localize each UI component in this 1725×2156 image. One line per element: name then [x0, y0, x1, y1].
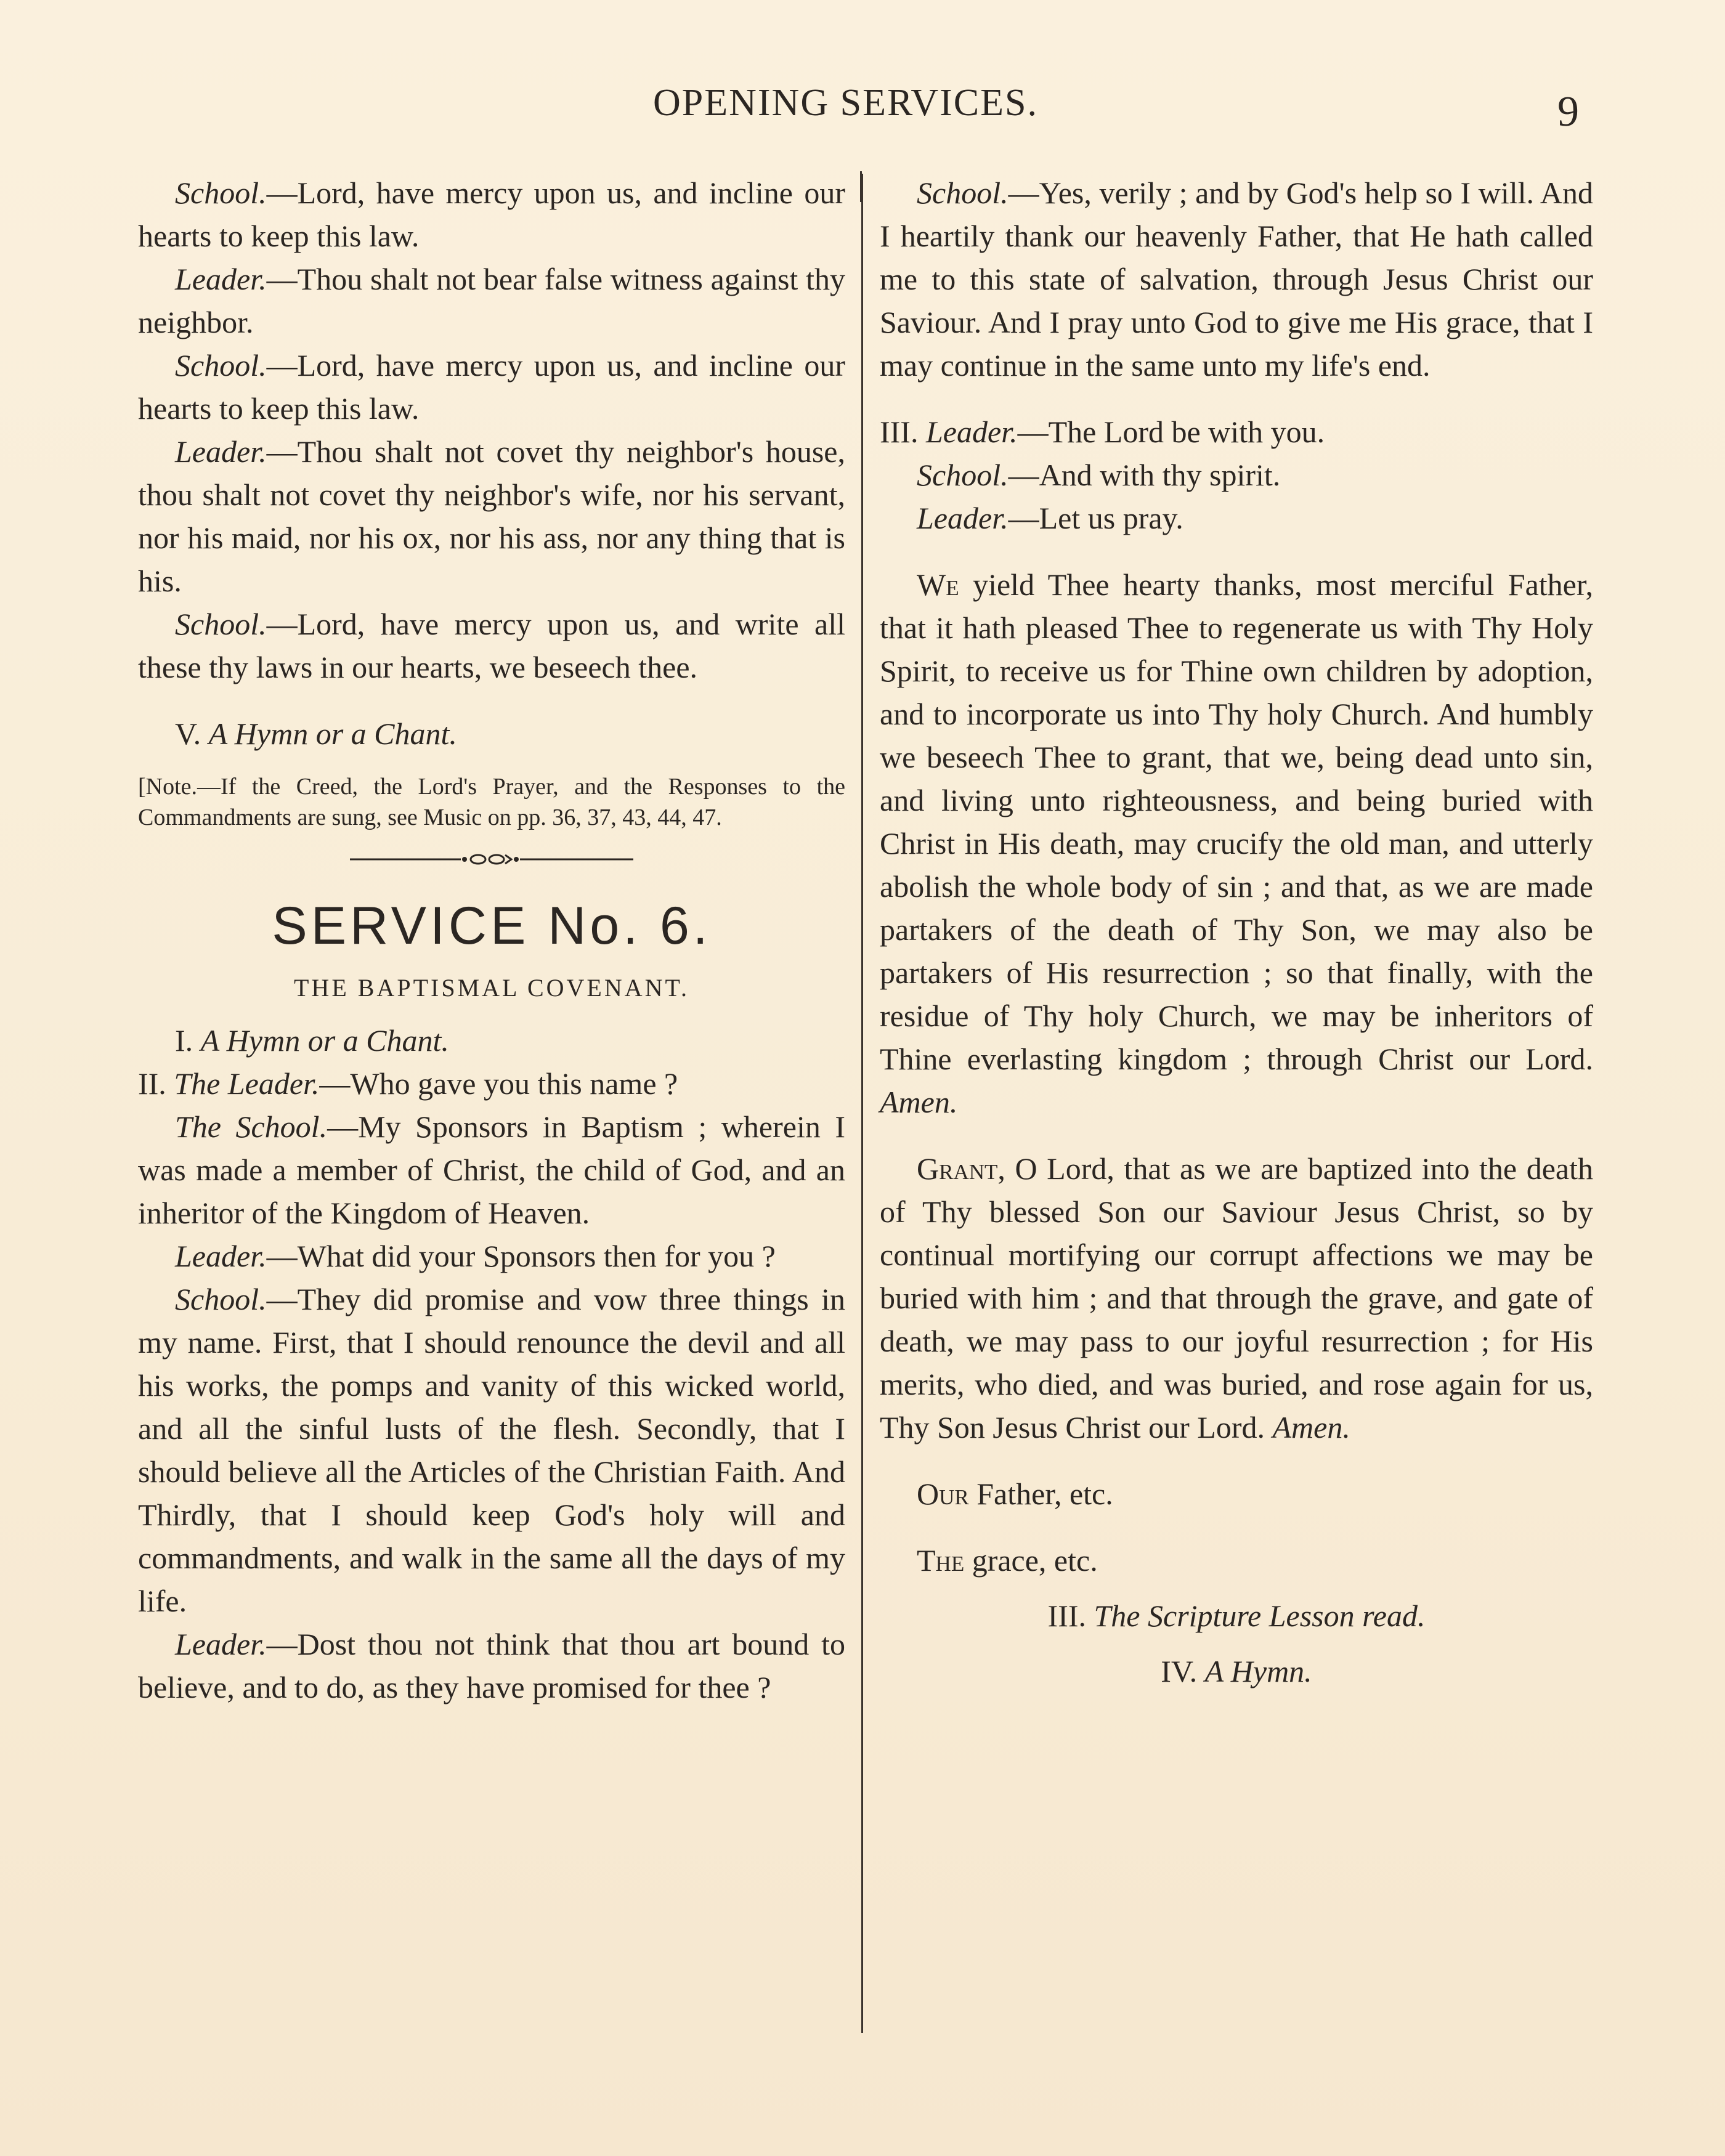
speaker-label: School. — [917, 458, 1009, 492]
speaker-label: School. — [175, 607, 267, 641]
speaker-label: School. — [917, 176, 1009, 210]
response-paragraph — [138, 344, 845, 430]
column-rule — [861, 174, 863, 2033]
left-column — [138, 171, 845, 1709]
response-text: —They did promise and vow three things in my name. First, that I should renounce the devil and all his works, the pomps and vanity of this wicked world, and all the sinful lusts of the flesh. Secondly, that I should believe all the Articles of the Christian Faith. And Thirdly, that I should keep God's holy will and commandments, and walk in the same all the days of my life. — [138, 1282, 845, 1618]
section-number: II. — [138, 1066, 166, 1101]
response-paragraph — [138, 1105, 845, 1234]
prayer-lead-word: The — [917, 1543, 965, 1578]
response-paragraph — [138, 1234, 845, 1278]
prayer-lead-word: We — [917, 567, 959, 602]
prayer-text: yield Thee hearty thanks, most merciful Father, that it hath pleased Thee to regenerate us with Thy Holy Spirit, to receive us for Thine own children by adoption, and to incorporate us into Thy holy Church. And humbly we beseech Thee to grant, that we, being dead unto sin, and living unto righteousness, and being buried with Christ in His death, may crucify the old man, and utterly abolish the whole body of sin ; and that, as we are made partakers of the death of Thy Son, we may also be partakers of His resurrection ; so that finally, with the residue of Thy holy Church, we may be inheritors of Thine everlasting kingdom ; through Christ our Lord. — [880, 567, 1593, 1076]
response-text: —What did your Sponsors then for you ? — [266, 1239, 776, 1273]
speaker-label: The Leader. — [174, 1066, 320, 1101]
response-paragraph — [138, 1623, 845, 1709]
speaker-label: School. — [175, 176, 267, 210]
response-paragraph — [138, 1062, 845, 1105]
amen: Amen. — [1272, 1410, 1350, 1445]
response-text: —Thou shalt not bear false witness against thy neighbor. — [138, 262, 845, 339]
music-note: [Note.—If the Creed, the Lord's Prayer, and the Responses to the Commandments are sung, see Music on pp. 36, 37, 43, 44, 47. — [138, 774, 845, 830]
speaker-label: Leader. — [175, 262, 267, 296]
response-text: —The Lord be with you. — [1017, 415, 1325, 449]
speaker-label: Leader. — [925, 415, 1018, 449]
response-paragraph — [138, 171, 845, 257]
speaker-label: Leader. — [175, 1239, 267, 1273]
lesson-heading — [880, 1594, 1593, 1637]
section-number: III. — [880, 415, 919, 449]
response-text: —And with thy spirit. — [1008, 458, 1281, 492]
response-text: —Lord, have mercy upon us, and write all these thy laws in our hearts, we beseech thee. — [138, 607, 845, 684]
section-number: V. — [175, 716, 201, 751]
running-head: OPENING SERVICES. — [653, 82, 1038, 124]
response-text: —Yes, verily ; and by God's help so I will. And I heartily thank our heavenly Father, that He hath called me to this state of salvation, through Jesus Christ our Saviour. And I pray unto God to give me His grace, that I may continue in the same unto my life's end. — [880, 176, 1593, 383]
right-column — [880, 171, 1593, 1693]
response-text: —Thou shalt not covet thy neighbor's house, thou shalt not covet thy neighbor's wife, nor his servant, nor his maid, nor his ox, nor his ass, nor any thing that is his. — [138, 434, 845, 598]
page-number: 9 — [1557, 88, 1579, 136]
prayer-lead-word: Our — [917, 1477, 969, 1511]
section-text: A Hymn or a Chant. — [200, 1023, 449, 1058]
response-paragraph — [880, 496, 1593, 540]
response-paragraph — [138, 430, 845, 602]
response-text: —Lord, have mercy upon us, and incline our hearts to keep this law. — [138, 176, 845, 253]
service-title: SERVICE No. 6. — [272, 896, 712, 955]
response-text: —Who gave you this name ? — [319, 1066, 678, 1101]
section-number: III. — [1047, 1599, 1086, 1633]
section-heading — [138, 1019, 845, 1062]
our-father-line — [880, 1472, 1593, 1515]
speaker-label: School. — [175, 1282, 267, 1316]
speaker-label: Leader. — [175, 1627, 267, 1661]
response-text: —Dost thou not think that thou art bound to believe, and to do, as they have promised for thee ? — [138, 1627, 845, 1704]
prayer-paragraph — [880, 1147, 1593, 1449]
section-text: The Scripture Lesson read. — [1094, 1599, 1426, 1633]
response-paragraph — [880, 171, 1593, 387]
ornament-divider — [350, 853, 633, 866]
prayer-text: grace, etc. — [964, 1543, 1098, 1578]
service-subtitle: THE BAPTISMAL COVENANT. — [294, 974, 689, 1002]
hymn-heading — [138, 712, 845, 755]
prayer-paragraph — [880, 563, 1593, 1124]
speaker-label: Leader. — [175, 434, 267, 469]
prayer-lead-word: Grant, — [917, 1151, 1005, 1186]
speaker-label: The School. — [175, 1109, 328, 1144]
grace-line — [880, 1539, 1593, 1582]
section-number: IV. — [1161, 1654, 1198, 1688]
section-number: I. — [175, 1023, 193, 1058]
hymn-heading — [880, 1650, 1593, 1693]
response-paragraph — [880, 453, 1593, 496]
speaker-label: Leader. — [917, 501, 1009, 535]
speaker-label: School. — [175, 348, 267, 383]
prayer-text: Father, etc. — [968, 1477, 1113, 1511]
amen: Amen. — [880, 1085, 958, 1119]
response-text: —Lord, have mercy upon us, and incline our hearts to keep this law. — [138, 348, 845, 426]
response-text: —My Sponsors in Baptism ; wherein I was made a member of Christ, the child of God, and an inheritor of the Kingdom of Heaven. — [138, 1109, 845, 1230]
section-text: A Hymn or a Chant. — [208, 716, 457, 751]
response-paragraph — [880, 410, 1593, 453]
response-paragraph — [138, 602, 845, 689]
response-paragraph — [138, 257, 845, 344]
section-text: A Hymn. — [1204, 1654, 1312, 1688]
prayer-text: O Lord, that as we are baptized into the death of Thy blessed Son our Saviour Jesus Christ, so by continual mortifying our corrupt affections we may be buried with him ; and that through the grave, and gate of death, we may pass to our joyful resurrection ; for His merits, who died, and was buried, and rose again for us, Thy Son Jesus Christ our Lord. — [880, 1151, 1593, 1445]
response-paragraph — [138, 1278, 845, 1623]
response-text: —Let us pray. — [1008, 501, 1183, 535]
